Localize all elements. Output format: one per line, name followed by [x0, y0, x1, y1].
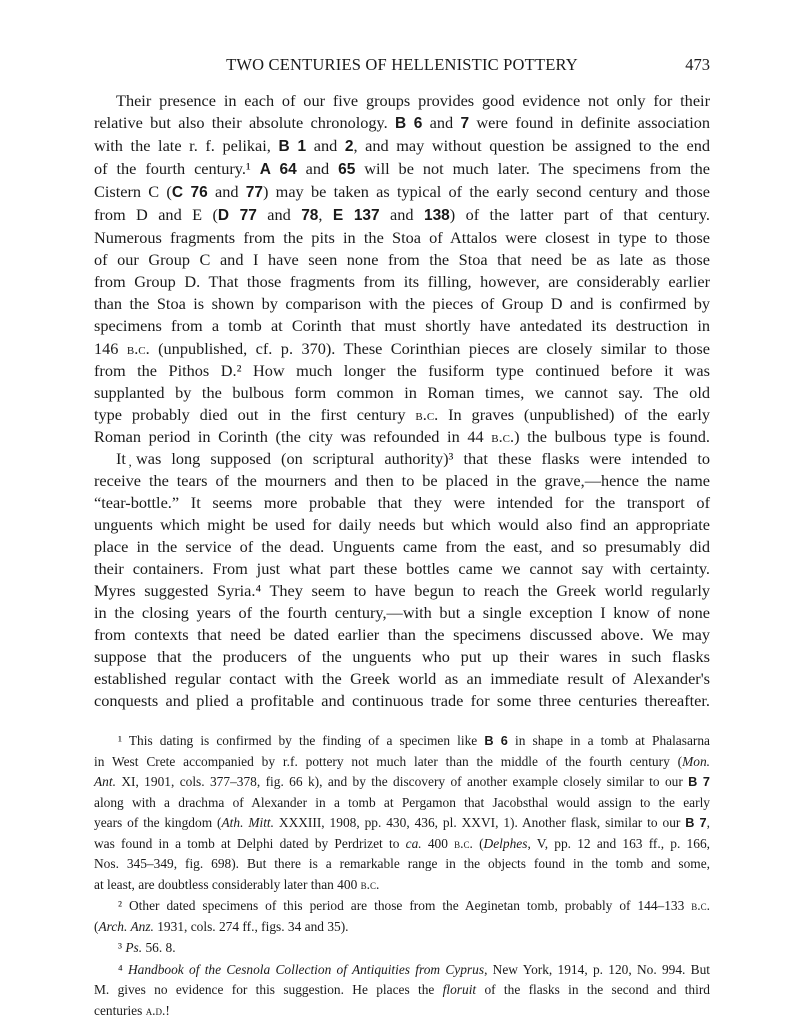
text-line	[94, 690, 710, 712]
text: from the Pithos D.² How much longer the fusiform type continued before it was	[94, 360, 710, 380]
text: supplanted by the bulbous form common in Roman times, we cannot say. The old	[94, 382, 710, 402]
paragraph	[94, 448, 710, 713]
small-caps-text: b.c.	[491, 426, 515, 446]
text-line	[94, 181, 710, 204]
text: , and may without question be assigned to the end	[353, 136, 710, 156]
text: from contexts that need be dated earlier than the specimens discussed above. We may	[94, 625, 710, 645]
italic-text: ca.	[405, 835, 422, 851]
italic-text: Ant.	[94, 774, 116, 789]
catalogue-reference: 7	[460, 115, 470, 133]
text: ² Other dated specimens of this period are those from the Aeginetan tomb, probably of 144–133	[118, 898, 692, 913]
text: ⁴	[118, 961, 128, 977]
text: ) may be taken as typical of the early second century and those	[262, 182, 710, 202]
text: specimens from a tomb at Corinth that must shortly have antedated its destruction in	[94, 316, 710, 336]
footnotes	[94, 731, 710, 1022]
paragraph	[94, 90, 710, 448]
text-line	[94, 896, 710, 917]
footnote-4	[94, 960, 710, 1022]
text: unguents which might be used for daily needs but which would also find an appropriate	[94, 514, 710, 534]
text: “tear-bottle.” It seems more probable that they were intended for the transport of	[94, 492, 710, 512]
text: was found in a tomb at Delphi dated by Perdrizet to	[94, 835, 406, 851]
running-header	[94, 55, 710, 79]
small-caps-text: b.c.	[126, 338, 150, 358]
text: place in the service of the dead. Unguents came from the east, and so presumably did	[94, 536, 710, 556]
text: their containers. From just what part these bottles came we cannot say with certainty.	[94, 558, 710, 578]
text: XXXIII, 1908, pp. 430, 436, pl. XXVI, 1). Another flask, similar to our	[274, 815, 686, 830]
text-line	[94, 514, 710, 536]
small-caps-text: b.c.	[360, 876, 380, 892]
text: Myres suggested Syria.⁴ They seem to have begun to reach the Greek world regularly	[94, 581, 710, 601]
catalogue-reference: E 137	[332, 207, 380, 225]
text-line	[94, 602, 710, 624]
text: suppose that the producers of the unguents who put up their wares in such flasks	[94, 647, 710, 667]
text: and	[422, 113, 461, 133]
text: relative but also their absolute chronology.	[94, 113, 395, 133]
catalogue-reference: B 7	[685, 815, 707, 830]
text-line	[94, 112, 710, 135]
text: 1931, cols. 274 ff., figs. 34 and 35).	[153, 918, 349, 934]
text-line	[94, 382, 710, 404]
text: and	[379, 205, 424, 225]
text: of the flasks in the second and third	[476, 982, 710, 997]
text: It ̦was long supposed (on scriptural authority)³ that these flasks were intended to	[116, 448, 710, 468]
text: with the late r. f. pelikai,	[94, 136, 279, 156]
text: years of the kingdom (	[94, 815, 222, 830]
catalogue-reference: B 7	[688, 774, 710, 789]
text: (	[472, 835, 484, 851]
italic-text: Mon.	[682, 753, 710, 769]
text-line	[94, 536, 710, 558]
small-caps-text: b.c.	[415, 404, 439, 424]
text: along with a drachma of Alexander in a tomb at Pergamon that Jacobsthal would assign to the early	[94, 794, 710, 810]
text: M. gives no evidence for this suggestion. He places the	[94, 982, 443, 997]
text-line	[94, 293, 710, 315]
text-line	[94, 752, 710, 773]
text: Roman period in Corinth (the city was refounded in 44	[94, 426, 492, 446]
small-caps-text: b.c.	[454, 835, 473, 851]
main-text	[94, 90, 710, 712]
catalogue-reference: 2	[344, 138, 354, 156]
text-line	[94, 580, 710, 602]
text-line	[94, 492, 710, 514]
text: and	[296, 159, 339, 179]
footnote-3	[94, 938, 710, 959]
text-line	[94, 338, 710, 360]
italic-text: Ps.	[125, 940, 143, 955]
text: In graves (unpublished) of the early	[438, 404, 711, 424]
catalogue-reference: A 64	[259, 161, 297, 179]
text: in shape in a tomb at Phalasarna	[507, 733, 710, 748]
text-line	[94, 426, 710, 448]
text-line	[94, 772, 710, 793]
text: than the Stoa is shown by comparison with the pieces of Group D and is confirmed by	[94, 294, 710, 314]
text-line	[94, 558, 710, 580]
italic-text: floruit	[442, 982, 477, 997]
catalogue-reference: 65	[338, 161, 356, 179]
text-line	[94, 624, 710, 646]
text: ¹ This dating is confirmed by the finding of a specimen like	[118, 733, 485, 748]
text: of the fourth century.¹	[94, 159, 260, 179]
text-line	[94, 793, 710, 814]
text-line	[94, 813, 710, 834]
text: type probably died out in the first century	[94, 404, 416, 424]
text: in the closing years of the fourth century,—with but a single exception I know of none	[94, 603, 710, 623]
text-line	[94, 938, 710, 959]
text-line	[94, 271, 710, 293]
text: established regular contact with the Greek world as an immediate result of Alexander's	[94, 669, 710, 689]
text: !	[165, 1002, 170, 1018]
text: XI, 1901, cols. 377–378, fig. 66 k), and by the discovery of another example closely similar to our	[115, 774, 689, 789]
text-line	[94, 470, 710, 492]
text: will be not much later. The specimens from the	[355, 159, 710, 179]
text-line	[94, 158, 710, 181]
catalogue-reference: B 6	[484, 733, 508, 748]
text: ,	[318, 205, 333, 225]
text: (unpublished, cf. p. 370). These Corinthian pieces are closely similar to those	[149, 338, 710, 358]
italic-text: Delphes	[483, 835, 528, 851]
italic-text: Ath. Mitt.	[221, 815, 274, 830]
italic-text: Arch. Anz.	[98, 918, 154, 934]
text: from Group D. That those fragments from its filling, however, are considerably earlier	[94, 272, 710, 292]
text-line	[94, 980, 710, 1001]
text: Nos. 345–349, fig. 698). But there is a remarkable range in the objects found in the tomb and some,	[94, 856, 710, 871]
text: centuries	[94, 1002, 146, 1018]
text-line	[94, 360, 710, 382]
text: conquests and plied a profitable and continuous trade for some three centuries thereafter.	[94, 691, 710, 711]
text-line	[94, 90, 710, 112]
text-line	[94, 315, 710, 337]
text: receive the tears of the mourners and then to be placed in the grave,—hence the name	[94, 470, 710, 490]
text: ³	[118, 940, 126, 955]
text: of our Group C and I have seen none from the Stoa that need be as late as those	[94, 250, 710, 270]
text-line	[94, 227, 710, 249]
text: ) of the latter part of that century.	[449, 205, 711, 225]
small-caps-text: a.d.	[145, 1002, 166, 1018]
text-line	[94, 135, 710, 158]
text: Cistern C (	[94, 182, 172, 202]
text-line	[94, 917, 710, 938]
text-line	[94, 668, 710, 690]
text: were found in definite association	[469, 113, 711, 133]
text-line	[94, 875, 710, 896]
text: 400	[421, 835, 455, 851]
running-title: TWO CENTURIES OF HELLENISTIC POTTERY	[226, 55, 578, 74]
text-line	[94, 249, 710, 271]
text: at least, are doubtless considerably later than 400	[94, 876, 361, 892]
text: and	[306, 136, 345, 156]
text: , V, pp. 12 and 163 ff., p. 166,	[527, 835, 710, 851]
text: in West Crete accompanied by r.f. pottery not much later than the middle of the fourth century (	[94, 753, 683, 769]
text: Numerous fragments from the pits in the Stoa of Attalos were closest in type to those	[94, 228, 710, 248]
text-line	[94, 646, 710, 668]
text: Their presence in each of our five groups provides good evidence not only for their	[116, 91, 710, 110]
catalogue-reference: D 77	[217, 207, 257, 225]
catalogue-reference: B 6	[395, 115, 423, 133]
footnote-1	[94, 731, 710, 895]
page-number: 473	[685, 55, 710, 74]
catalogue-reference: 138	[423, 207, 450, 225]
text-line	[94, 404, 710, 426]
text-line	[94, 1001, 710, 1022]
text: and	[256, 205, 302, 225]
footnote-2	[94, 896, 710, 937]
text: 146	[94, 338, 127, 358]
catalogue-reference: C 76	[171, 184, 208, 202]
text: ,	[706, 815, 710, 830]
text: and	[207, 182, 246, 202]
text-line	[94, 448, 710, 470]
italic-text: Handbook of the Cesnola Collection of Antiquities from Cyprus	[127, 961, 485, 977]
catalogue-reference: B 1	[278, 138, 307, 156]
text-line	[94, 204, 710, 227]
text: (	[94, 918, 99, 934]
text: 56. 8.	[142, 940, 176, 955]
catalogue-reference: 78	[301, 207, 319, 225]
text-line	[94, 834, 710, 855]
text-line	[94, 854, 710, 875]
text: from D and E (	[94, 205, 218, 225]
small-caps-text: b.c.	[691, 898, 710, 913]
text: ) the bulbous type is found.	[514, 426, 711, 446]
text: , New York, 1914, p. 120, No. 994. But	[484, 961, 711, 977]
text-line	[94, 960, 710, 981]
catalogue-reference: 77	[245, 184, 263, 202]
text-line	[94, 731, 710, 752]
